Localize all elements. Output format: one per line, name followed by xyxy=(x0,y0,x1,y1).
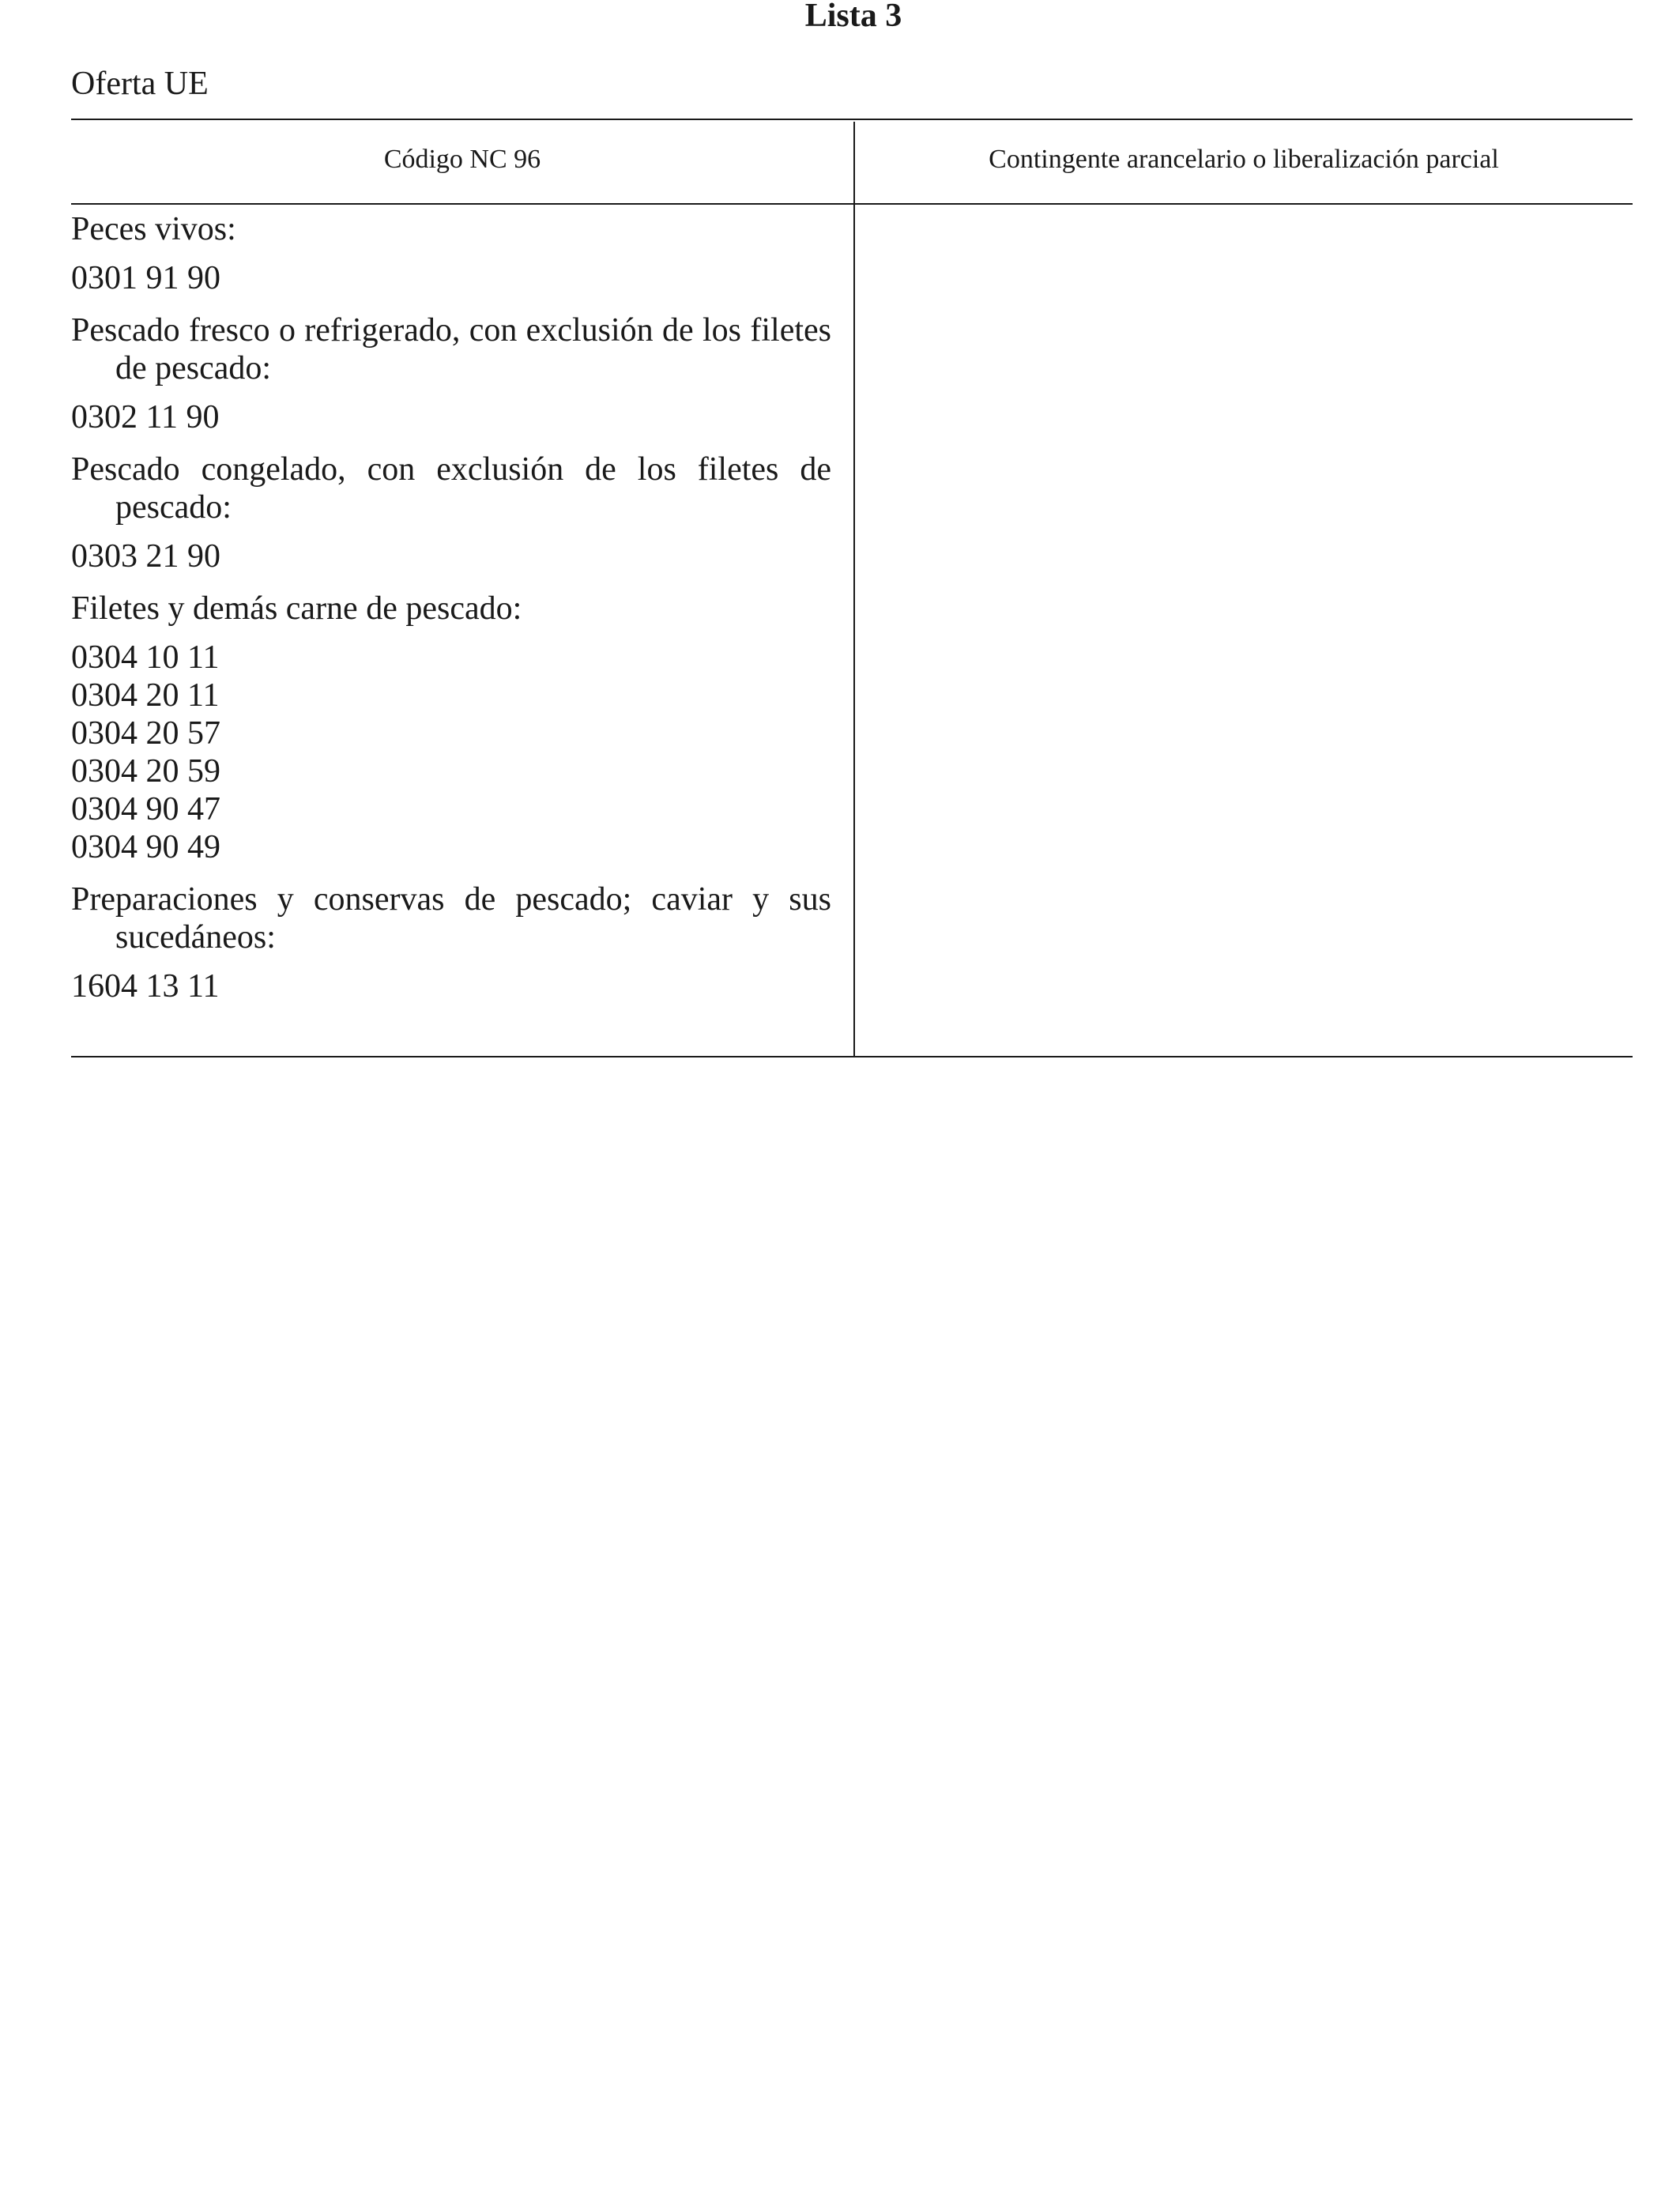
tariff-table xyxy=(71,119,1633,1057)
column-divider xyxy=(853,122,855,1056)
document-subtitle: Oferta UE xyxy=(71,66,209,102)
cn-code: 0304 20 11 xyxy=(71,677,220,714)
table-group xyxy=(71,590,831,866)
code-list xyxy=(71,259,831,297)
table-group xyxy=(71,450,831,575)
group-heading: Peces vivos: xyxy=(71,211,236,247)
code-list xyxy=(71,537,831,575)
code-list xyxy=(71,398,831,436)
group-heading: Preparaciones y conservas de pescado; caviar y sus sucedáneos: xyxy=(71,881,831,956)
cn-code: 0304 20 59 xyxy=(71,753,220,790)
table-group xyxy=(71,210,831,297)
table-top-rule xyxy=(71,119,1633,120)
cn-code: 0302 11 90 xyxy=(71,399,220,435)
cn-code: 0304 90 47 xyxy=(71,791,220,827)
column-header-code: Código NC 96 xyxy=(383,145,541,174)
table-bottom-rule xyxy=(71,1056,1633,1057)
cn-code: 0304 10 11 xyxy=(71,639,220,676)
table-group xyxy=(71,880,831,1005)
group-heading: Pescado fresco o refrigerado, con exclusión de los filetes de pescado: xyxy=(71,312,831,386)
group-heading: Filetes y demás carne de pescado: xyxy=(71,590,522,627)
cn-code: 1604 13 11 xyxy=(71,968,220,1005)
code-list xyxy=(71,639,831,866)
group-heading: Pescado congelado, con exclusión de los filetes de pescado: xyxy=(71,451,831,526)
code-list xyxy=(71,967,831,1005)
table-group xyxy=(71,311,831,436)
cn-code: 0304 20 57 xyxy=(71,715,220,752)
cn-code: 0303 21 90 xyxy=(71,538,220,575)
code-column xyxy=(71,204,831,1005)
cn-code: 0301 91 90 xyxy=(71,260,220,296)
column-header-quota: Contingente arancelario o liberalización parcial xyxy=(989,145,1499,174)
cn-code: 0304 90 49 xyxy=(71,829,220,865)
page-title: Lista 3 xyxy=(804,0,902,34)
